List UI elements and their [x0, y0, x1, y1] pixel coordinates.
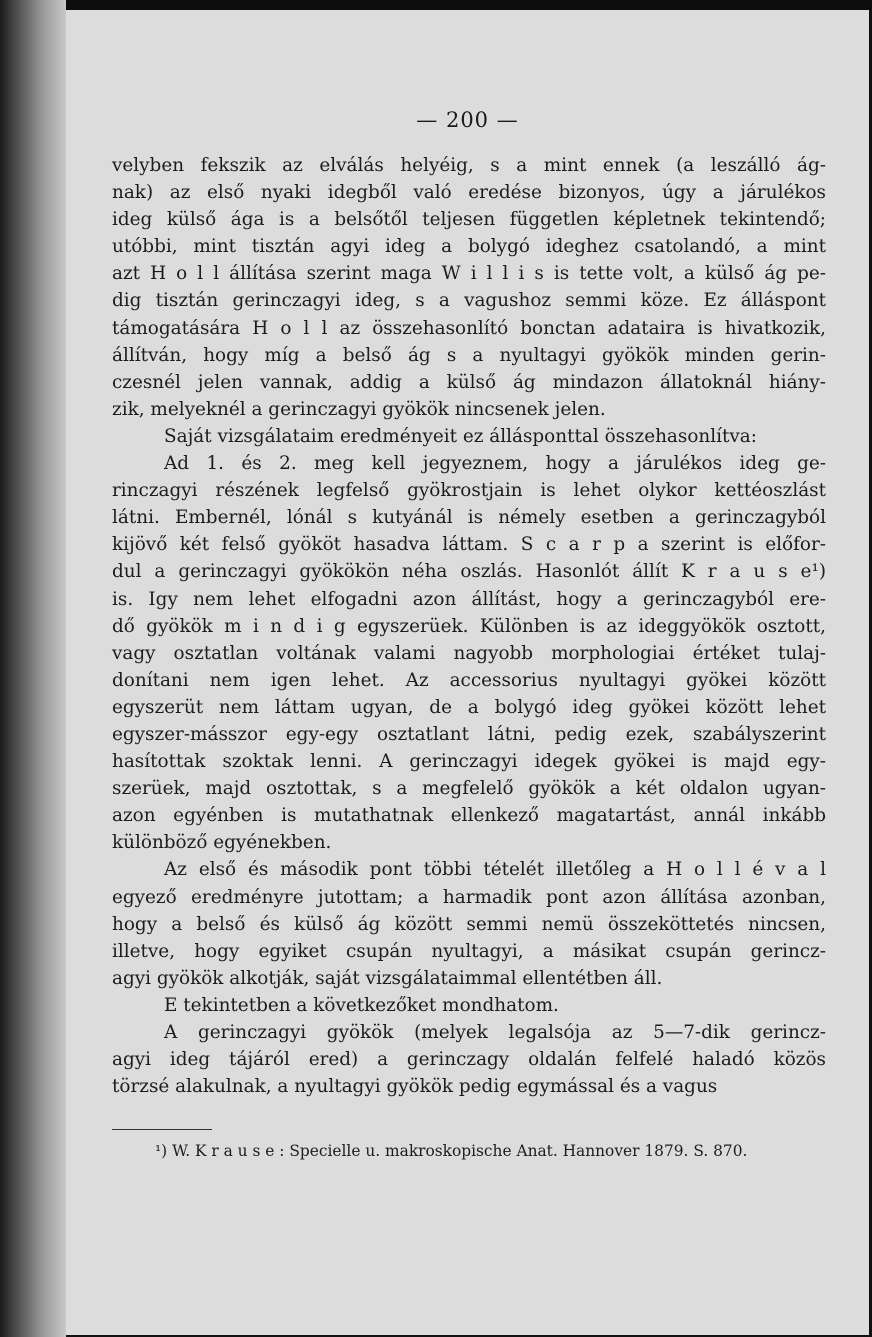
text-line: utóbbi, mint tisztán agyi ideg a bolygó ideghez csatolandó, a mint [112, 236, 826, 258]
text-line: dő gyökök m i n d i g egyszerüek. Különben is az ideggyökök osztott, [112, 615, 826, 637]
text-line: nak) az első nyaki idegből való eredése bizonyos, úgy a járulékos [112, 182, 826, 204]
text-line: zik, melyeknél a gerinczagyi gyökök nincsenek jelen. [112, 398, 606, 420]
paragraph [112, 856, 826, 991]
text-line: velyben fekszik az elválás helyéig, s a mint ennek (a leszálló ág- [112, 155, 826, 176]
text-line: hogy a belső és külső ág között semmi nemü összeköttetés nincsen, [112, 913, 826, 935]
text-line: azt H o l l állítása szerint maga W i l l i s is tette volt, a külső ág pe- [112, 263, 826, 285]
text-line: szerüek, majd osztottak, s a megfelelő gyökök a két oldalon ugyan- [112, 778, 826, 800]
paragraph [112, 1019, 826, 1100]
text-line: illetve, hogy egyiket csupán nyultagyi, a másikat csupán gerincz- [112, 940, 826, 962]
paragraph [112, 450, 826, 856]
text-line: A gerinczagyi gyökök (melyek legalsója az 5—7-dik gerincz- [164, 1022, 826, 1043]
text-line: egyszerüt nem láttam ugyan, de a bolygó ideg gyökei között lehet [112, 696, 826, 718]
text-line: egyező eredményre jutottam; a harmadik pont azon állítása azonban, [112, 886, 826, 908]
text-line: agyi ideg tájáról ered) a gerinczagy oldalán felfelé haladó közös [112, 1049, 826, 1071]
text-line: kijövő két felső gyököt hasadva láttam. S c a r p a szerint is előfor- [112, 534, 826, 556]
text-line: látni. Embernél, lónál s kutyánál is némely esetben a gerinczagyból [112, 507, 826, 529]
text-line: Saját vizsgálataim eredményeit ez állásponttal összehasonlítva: [164, 425, 757, 447]
text-line: törzsé alakulnak, a nyultagyi gyökök pedig egymással és a vagus [112, 1076, 718, 1098]
text-line: vagy osztatlan voltának valami nagyobb morphologiai értéket tulaj- [112, 642, 826, 664]
text-line: dul a gerinczagyi gyökökön néha oszlás. Hasonlót állít K r a u s e¹) [112, 561, 826, 583]
text-line: rinczagyi részének legfelső gyökrostjain is lehet olykor kettéoszlást [112, 480, 826, 502]
scan-top-edge [0, 0, 872, 10]
text-line: ideg külső ága is a belsőtől teljesen független képletnek tekintendő; [112, 209, 826, 231]
book-binding-edge [0, 0, 66, 1337]
text-line: agyi gyökök alkotják, saját vizsgálataimmal ellentétben áll. [112, 967, 663, 989]
body-text [112, 152, 826, 1100]
paragraph [112, 992, 826, 1019]
text-line: dig tisztán gerinczagyi ideg, s a vagushoz semmi köze. Ez álláspont [112, 290, 826, 312]
text-line: támogatására H o l l az összehasonlító bonctan adataira is hivatkozik, [112, 317, 826, 339]
footnote: ¹) W. K r a u s e : Specielle u. makroskopische Anat. Hannover 1879. S. 870. [155, 1142, 748, 1160]
text-line: donítani nem igen lehet. Az accessorius nyultagyi gyökei között [112, 669, 826, 691]
text-line: Az első és második pont többi tételét illetőleg a H o l l é v a l [164, 859, 826, 881]
text-line: különböző egyénekben. [112, 832, 332, 854]
text-line: Ad 1. és 2. meg kell jegyeznem, hogy a járulékos ideg ge- [164, 453, 826, 475]
text-line: egyszer-másszor egy-egy osztatlant látni, pedig ezek, szabályszerint [112, 723, 826, 745]
text-line: állítván, hogy míg a belső ág s a nyultagyi gyökök minden gerin- [112, 344, 826, 366]
text-line: azon egyénben is mutathatnak ellenkező magatartást, annál inkább [112, 805, 826, 827]
text-line: E tekintetben a következőket mondhatom. [164, 994, 559, 1016]
page-number: — 200 — [416, 108, 519, 132]
footnote-rule [112, 1129, 212, 1130]
paragraph [112, 152, 826, 423]
text-line: is. Igy nem lehet elfogadni azon állítást, hogy a gerinczagyból ere- [112, 588, 826, 610]
text-line: hasítottak szoktak lenni. A gerinczagyi idegek gyökei is majd egy- [112, 751, 826, 773]
text-line: czesnél jelen vannak, addig a külső ág mindazon állatoknál hiány- [112, 371, 826, 393]
paragraph [112, 423, 826, 450]
